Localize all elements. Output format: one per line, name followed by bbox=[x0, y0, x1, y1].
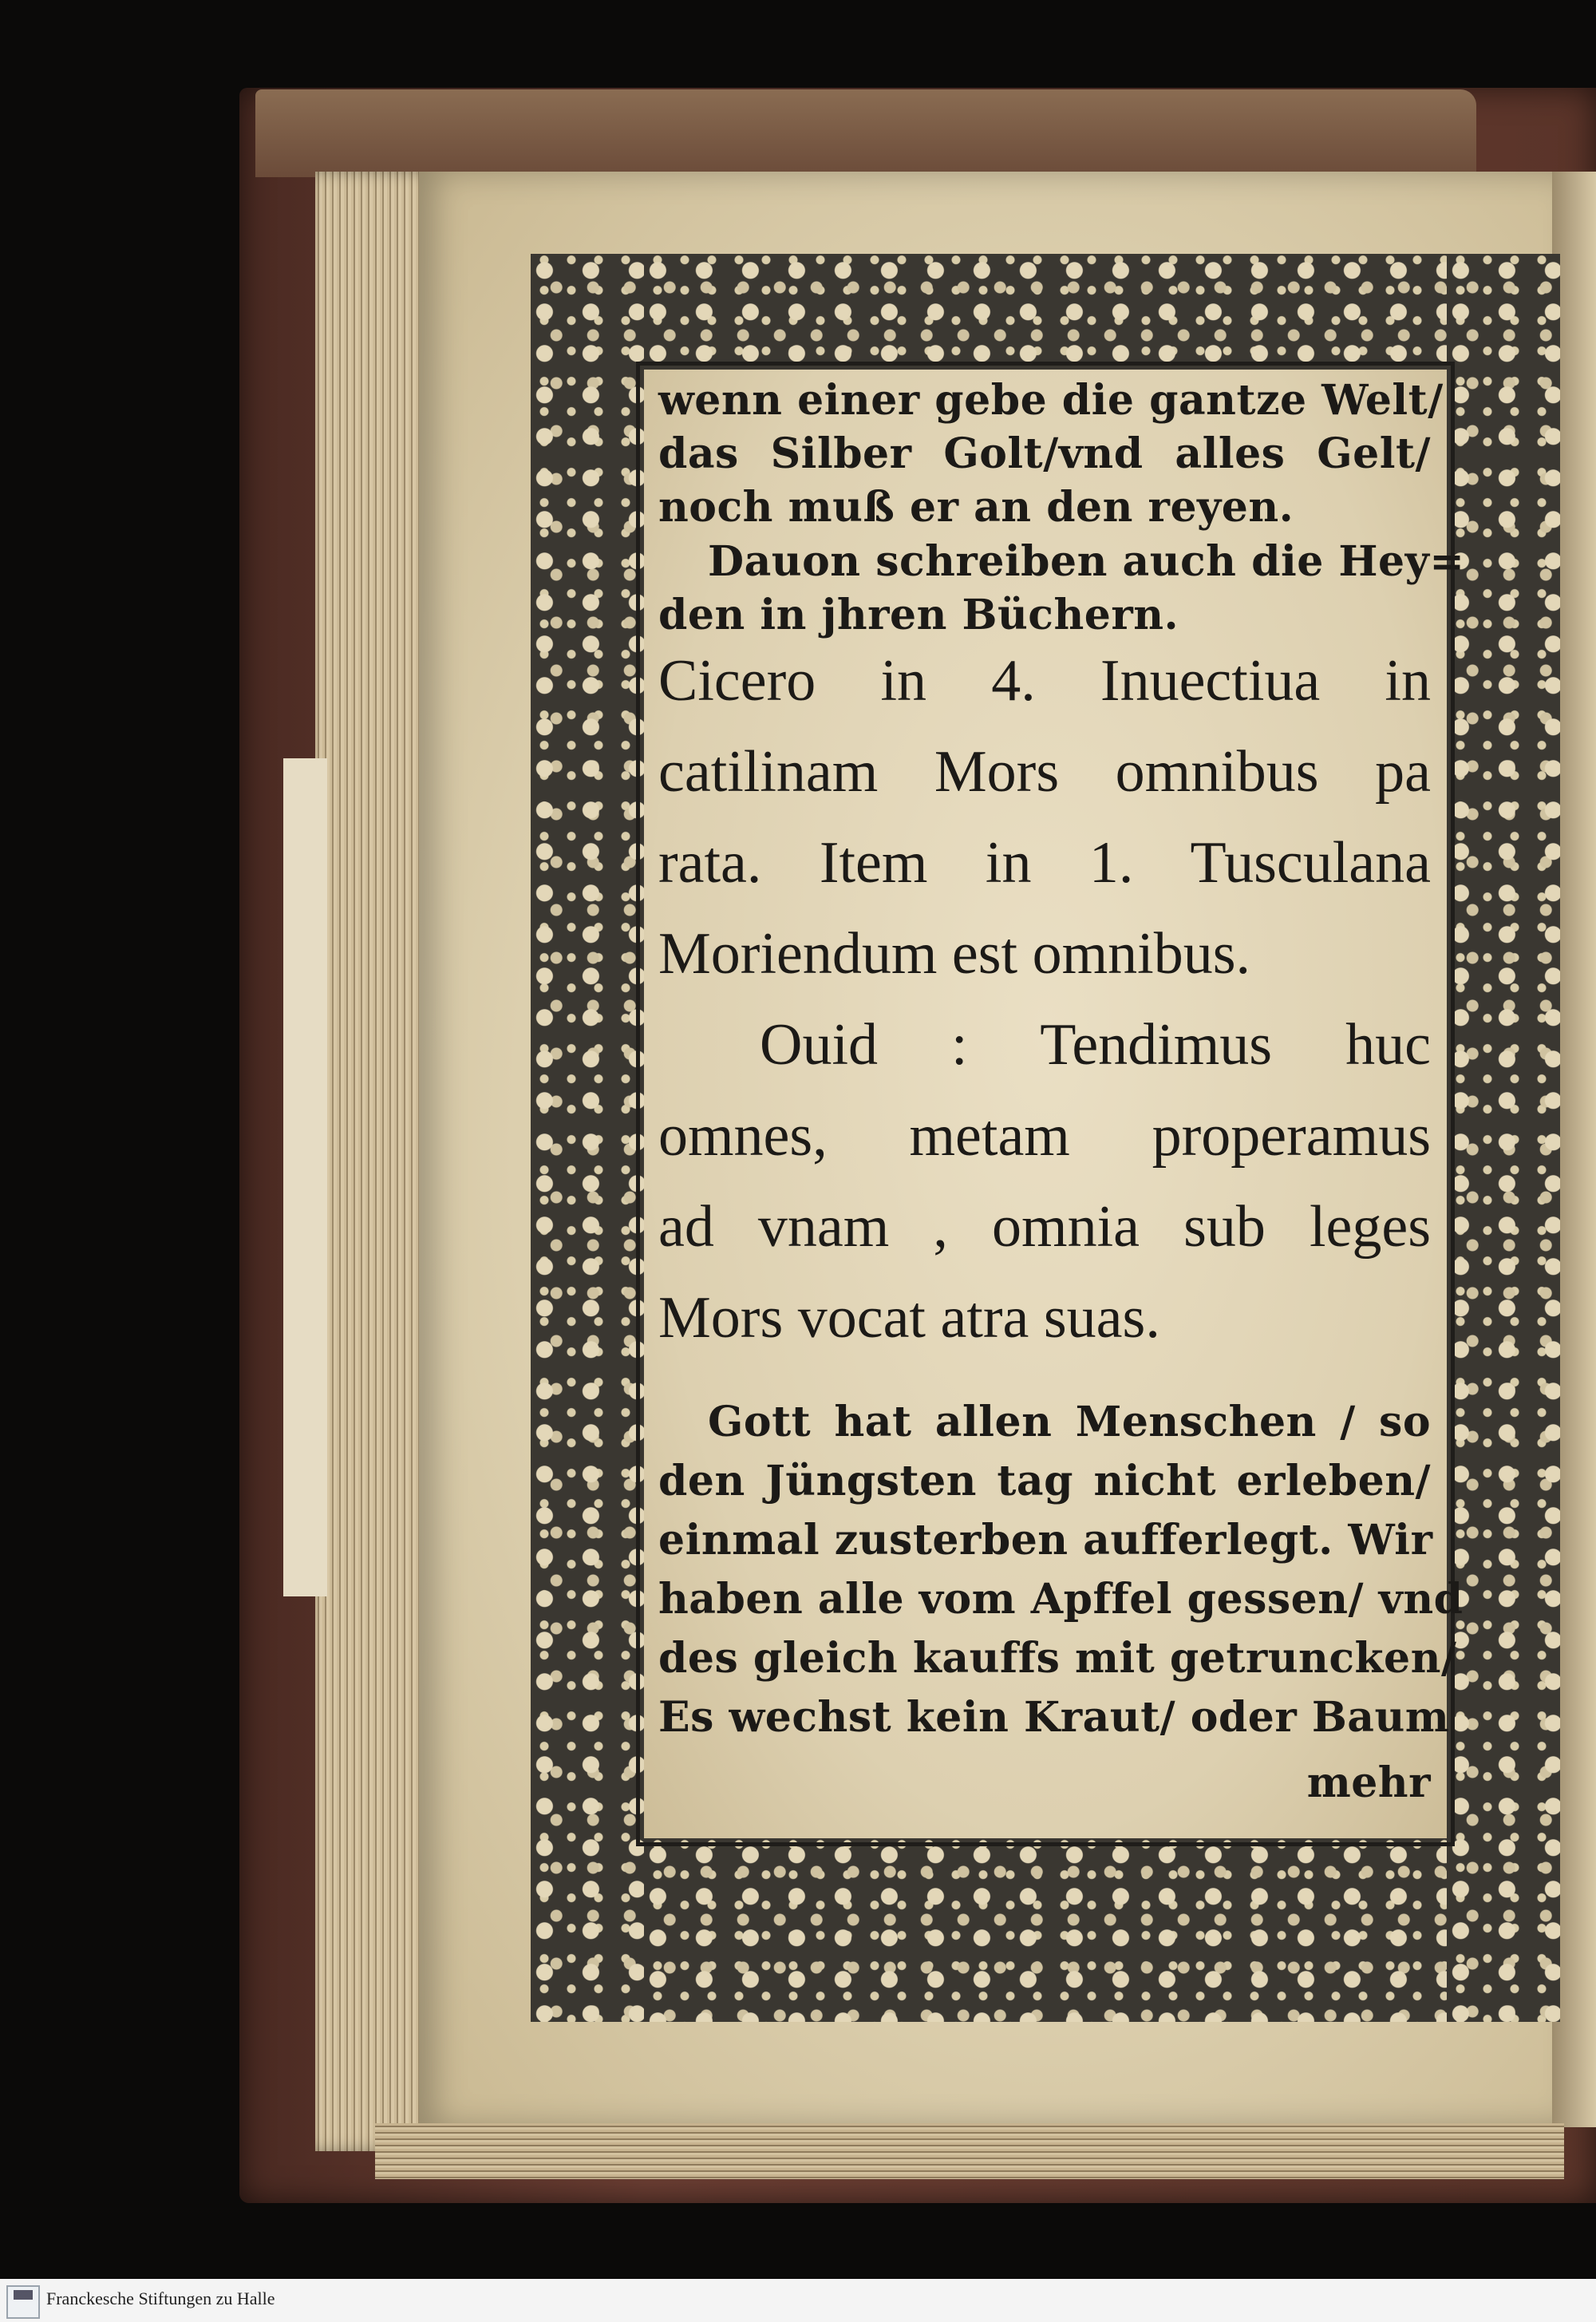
text-line: einmal zusterben aufferlegt. Wir bbox=[658, 1516, 1433, 1564]
woodcut-border-frame bbox=[531, 254, 1560, 2022]
institution-logo-icon bbox=[6, 2285, 40, 2319]
ornament-top-band bbox=[644, 254, 1447, 370]
text-line: haben alle vom Apffel gessen/ vnd bbox=[658, 1575, 1464, 1624]
latin-line: Ouid : Tendimus huc bbox=[760, 1012, 1431, 1078]
institution-name: Franckesche Stiftungen zu Halle bbox=[46, 2288, 275, 2308]
latin-line: catilinam Mors omnibus pa bbox=[658, 739, 1431, 805]
book-cover-top-edge bbox=[255, 89, 1476, 177]
catchword: mehr bbox=[1306, 1758, 1431, 1807]
text-line: den in jhren Büchern. bbox=[658, 591, 1179, 639]
page-edges-bottom bbox=[375, 2123, 1564, 2179]
text-line: das Silber Golt/vnd alles Gelt/ bbox=[658, 429, 1431, 478]
text-line: Es wechst kein Kraut/ oder Baum bbox=[658, 1693, 1450, 1742]
latin-line: Mors vocat atra suas. bbox=[658, 1285, 1160, 1351]
latin-line: rata. Item in 1. Tusculana bbox=[658, 830, 1431, 896]
text-line: noch muß er an den reyen. bbox=[658, 483, 1294, 532]
ornament-bottom-cherubs bbox=[644, 1838, 1447, 2022]
text-line: des gleich kauffs mit getruncken/ bbox=[658, 1634, 1457, 1683]
latin-line: Cicero in 4. Inuectiua in bbox=[658, 648, 1431, 714]
text-line: Dauon schreiben auch die Hey= bbox=[708, 537, 1465, 586]
ornament-right-column bbox=[1447, 254, 1560, 2022]
text-block bbox=[644, 370, 1465, 1838]
latin-line: ad vnam , omnia sub leges bbox=[658, 1194, 1431, 1260]
ornament-left-column bbox=[531, 254, 644, 2022]
latin-line: omnes, metam properamus bbox=[658, 1103, 1431, 1169]
footer-bar bbox=[0, 2279, 1596, 2322]
text-line: wenn einer gebe die gantze Welt/ bbox=[658, 376, 1444, 425]
text-line: den Jüngsten tag nicht erleben/ bbox=[658, 1457, 1431, 1505]
paper-tab bbox=[283, 758, 327, 1596]
text-line: Gott hat allen Menschen / so bbox=[708, 1398, 1431, 1446]
latin-line: Moriendum est omnibus. bbox=[658, 921, 1251, 987]
